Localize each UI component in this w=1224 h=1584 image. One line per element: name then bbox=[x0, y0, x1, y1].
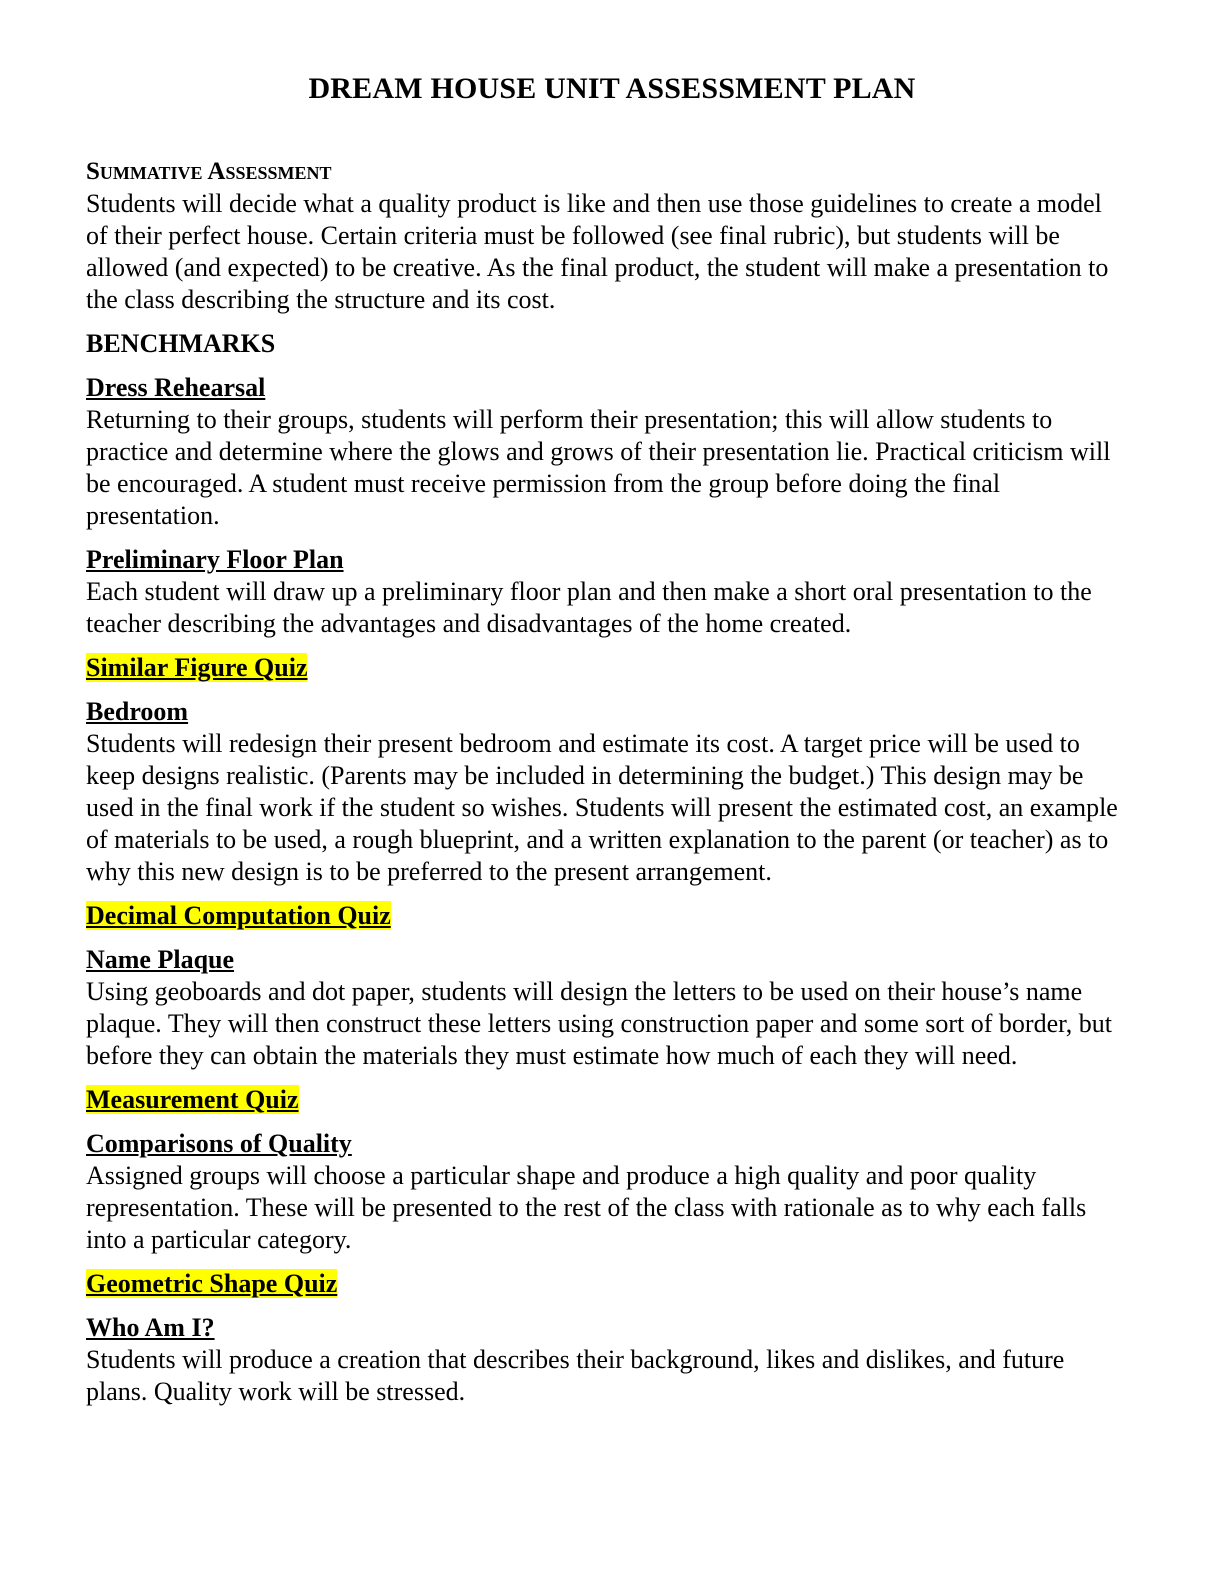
section-bedroom bbox=[86, 696, 1126, 888]
section-heading: Name Plaque bbox=[86, 945, 235, 974]
section-heading: Comparisons of Quality bbox=[86, 1129, 352, 1158]
quiz-decimal-computation: Decimal Computation Quiz bbox=[86, 901, 391, 930]
summative-heading: Summative Assessment bbox=[86, 158, 332, 185]
quiz-similar-figure: Similar Figure Quiz bbox=[86, 653, 308, 682]
quiz-measurement: Measurement Quiz bbox=[86, 1085, 299, 1114]
section-name-plaque bbox=[86, 944, 1126, 1072]
section-heading: Dress Rehearsal bbox=[86, 373, 266, 402]
summative-section bbox=[86, 156, 1126, 316]
section-preliminary-floor-plan bbox=[86, 544, 1126, 640]
section-text: Each student will draw up a preliminary floor plan and then make a short oral presentation to the teacher describing the advantages and disadvantages of the home created. bbox=[86, 577, 1092, 638]
document-title: DREAM HOUSE UNIT ASSESSMENT PLAN bbox=[308, 72, 916, 105]
section-text: Assigned groups will choose a particular shape and produce a high quality and poor quality representation. These will be presented to the rest of the class with rationale as to why each falls into a particular category. bbox=[86, 1161, 1087, 1254]
quiz-geometric-shape: Geometric Shape Quiz bbox=[86, 1269, 338, 1298]
section-who-am-i bbox=[86, 1312, 1126, 1408]
summative-text: Students will decide what a quality product is like and then use those guidelines to create a model of their perfect house. Certain criteria must be followed (see final rubric), but students will be allowed (and expected) to be creative. As the final product, the student will make a presentation to the class describing the structure and its cost. bbox=[86, 189, 1109, 314]
section-heading: Preliminary Floor Plan bbox=[86, 545, 344, 574]
section-heading: Who Am I? bbox=[86, 1313, 215, 1342]
section-heading: Bedroom bbox=[86, 697, 189, 726]
benchmarks-heading: BENCHMARKS bbox=[86, 329, 276, 358]
section-comparisons-of-quality bbox=[86, 1128, 1126, 1256]
section-text: Returning to their groups, students will perform their presentation; this will allow students to practice and determine where the glows and grows of their presentation lie. Practical criticism will be encouraged. A student must receive permission from the group before doing the final presentation. bbox=[86, 405, 1111, 530]
section-dress-rehearsal bbox=[86, 372, 1126, 532]
section-text: Students will redesign their present bedroom and estimate its cost. A target price will be used to keep designs realistic. (Parents may be included in determining the budget.) This design may be used in the final work if the student so wishes. Students will present the estimated cost, an example of materials to be used, a rough blueprint, and a written explanation to the parent (or teacher) as to why this new design is to be preferred to the present arrangement. bbox=[86, 729, 1118, 886]
section-text: Using geoboards and dot paper, students will design the letters to be used on their house’s name plaque. They will then construct these letters using construction paper and some sort of border, but before they can obtain the materials they must estimate how much of each they will need. bbox=[86, 977, 1112, 1070]
section-text: Students will produce a creation that describes their background, likes and dislikes, and future plans. Quality work will be stressed. bbox=[86, 1345, 1065, 1406]
